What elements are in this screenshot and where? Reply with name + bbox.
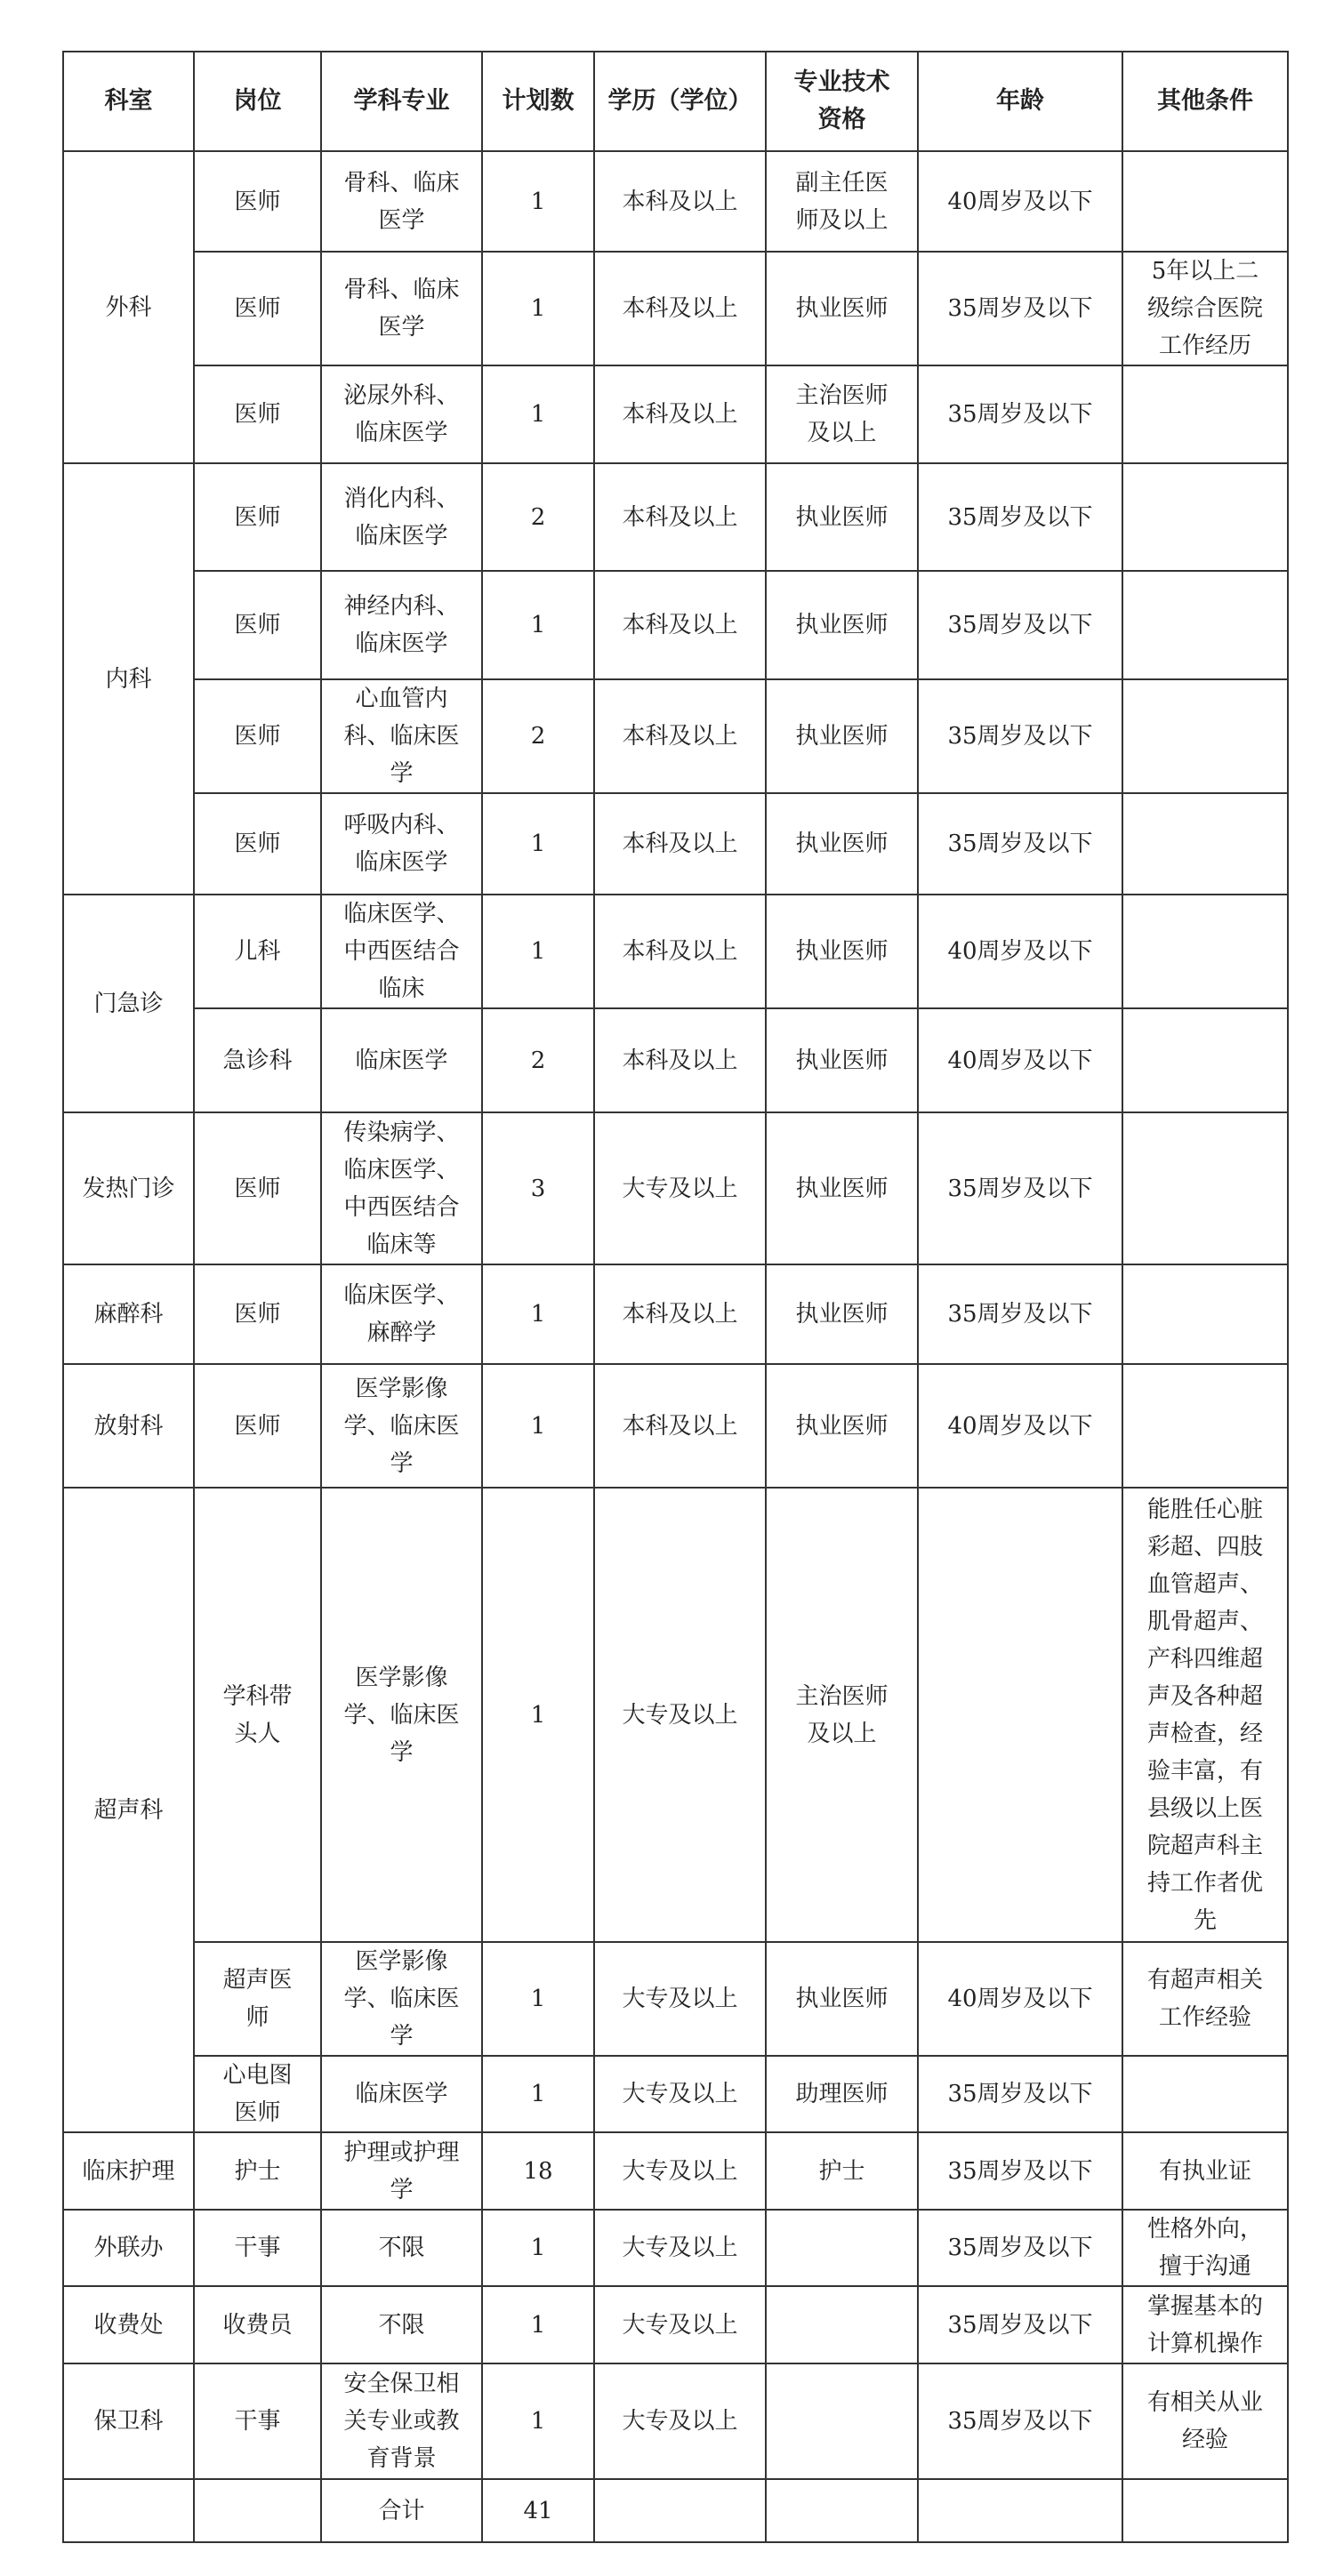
qualification-cell: 执业医师 xyxy=(766,252,918,365)
education-cell: 本科及以上 xyxy=(594,679,766,793)
age-cell: 40周岁及以下 xyxy=(918,1364,1122,1488)
age-cell: 35周岁及以下 xyxy=(918,2210,1122,2286)
count-cell: 1 xyxy=(482,2210,594,2286)
table-row xyxy=(63,1008,1288,1112)
table-row xyxy=(63,895,1288,1008)
post-cell: 急诊科 xyxy=(194,1008,321,1112)
count-cell: 1 xyxy=(482,1942,594,2056)
count-cell: 1 xyxy=(482,252,594,365)
count-cell: 1 xyxy=(482,793,594,895)
table-row xyxy=(63,2210,1288,2286)
education-cell: 本科及以上 xyxy=(594,1364,766,1488)
major-cell: 医学影像 学、临床医 学 xyxy=(321,1364,482,1488)
age-cell: 40周岁及以下 xyxy=(918,895,1122,1008)
dept-cell: 外联办 xyxy=(63,2210,194,2286)
qualification-cell xyxy=(766,2210,918,2286)
table-row xyxy=(63,1488,1288,1942)
count-cell: 1 xyxy=(482,2363,594,2479)
total-label: 合计 xyxy=(321,2479,482,2542)
count-cell: 1 xyxy=(482,1364,594,1488)
dept-cell: 保卫科 xyxy=(63,2363,194,2479)
age-cell: 40周岁及以下 xyxy=(918,151,1122,252)
post-cell: 儿科 xyxy=(194,895,321,1008)
count-cell: 1 xyxy=(482,2056,594,2132)
major-cell: 护理或护理 学 xyxy=(321,2132,482,2210)
education-cell: 本科及以上 xyxy=(594,1008,766,1112)
other-cell: 性格外向， 擅于沟通 xyxy=(1122,2210,1288,2286)
col-header-age: 年龄 xyxy=(918,52,1122,151)
total-empty-qual xyxy=(766,2479,918,2542)
qualification-cell: 护士 xyxy=(766,2132,918,2210)
major-cell: 临床医学 xyxy=(321,1008,482,1112)
age-cell xyxy=(918,1488,1122,1942)
other-cell xyxy=(1122,793,1288,895)
qualification-cell: 执业医师 xyxy=(766,571,918,679)
education-cell: 本科及以上 xyxy=(594,793,766,895)
other-cell xyxy=(1122,151,1288,252)
table-row xyxy=(63,2286,1288,2363)
count-cell: 2 xyxy=(482,463,594,571)
age-cell: 35周岁及以下 xyxy=(918,2363,1122,2479)
post-cell: 心电图 医师 xyxy=(194,2056,321,2132)
dept-cell: 外科 xyxy=(63,151,194,463)
education-cell: 大专及以上 xyxy=(594,2210,766,2286)
education-cell: 大专及以上 xyxy=(594,1112,766,1264)
table-row xyxy=(63,151,1288,252)
age-cell: 35周岁及以下 xyxy=(918,571,1122,679)
count-cell: 1 xyxy=(482,151,594,252)
other-cell xyxy=(1122,1364,1288,1488)
dept-cell: 放射科 xyxy=(63,1364,194,1488)
total-empty-age xyxy=(918,2479,1122,2542)
other-cell xyxy=(1122,1008,1288,1112)
age-cell: 35周岁及以下 xyxy=(918,1112,1122,1264)
post-cell: 医师 xyxy=(194,571,321,679)
table-row xyxy=(63,1364,1288,1488)
count-cell: 2 xyxy=(482,679,594,793)
table-row xyxy=(63,1264,1288,1364)
table-row xyxy=(63,1112,1288,1264)
count-cell: 1 xyxy=(482,1264,594,1364)
other-cell: 5年以上二 级综合医院 工作经历 xyxy=(1122,252,1288,365)
qualification-cell: 助理医师 xyxy=(766,2056,918,2132)
age-cell: 35周岁及以下 xyxy=(918,1264,1122,1364)
dept-cell: 收费处 xyxy=(63,2286,194,2363)
other-cell: 能胜任心脏 彩超、四肢 血管超声、 肌骨超声、 产科四维超 声及各种超 声检查，经 验丰富，有 县级以上医 院超声科主 持工作者优 先 xyxy=(1122,1488,1288,1942)
post-cell: 超声医 师 xyxy=(194,1942,321,2056)
post-cell: 干事 xyxy=(194,2210,321,2286)
post-cell: 干事 xyxy=(194,2363,321,2479)
count-cell: 3 xyxy=(482,1112,594,1264)
major-cell: 不限 xyxy=(321,2210,482,2286)
other-cell xyxy=(1122,571,1288,679)
education-cell: 大专及以上 xyxy=(594,2132,766,2210)
dept-cell: 临床护理 xyxy=(63,2132,194,2210)
table-row xyxy=(63,793,1288,895)
qualification-cell: 执业医师 xyxy=(766,1264,918,1364)
other-cell xyxy=(1122,463,1288,571)
post-cell: 医师 xyxy=(194,1264,321,1364)
count-cell: 1 xyxy=(482,571,594,679)
table-row xyxy=(63,463,1288,571)
count-cell: 1 xyxy=(482,2286,594,2363)
post-cell: 医师 xyxy=(194,365,321,463)
table-row xyxy=(63,2132,1288,2210)
qualification-cell xyxy=(766,2286,918,2363)
qualification-cell: 执业医师 xyxy=(766,679,918,793)
post-cell: 医师 xyxy=(194,793,321,895)
age-cell: 35周岁及以下 xyxy=(918,252,1122,365)
dept-cell: 发热门诊 xyxy=(63,1112,194,1264)
post-cell: 医师 xyxy=(194,679,321,793)
education-cell: 本科及以上 xyxy=(594,151,766,252)
major-cell: 临床医学、 中西医结合 临床 xyxy=(321,895,482,1008)
other-cell xyxy=(1122,2056,1288,2132)
education-cell: 本科及以上 xyxy=(594,365,766,463)
table-row xyxy=(63,365,1288,463)
table-row xyxy=(63,679,1288,793)
qualification-cell: 主治医师 及以上 xyxy=(766,365,918,463)
qualification-cell: 执业医师 xyxy=(766,1364,918,1488)
qualification-cell: 执业医师 xyxy=(766,463,918,571)
post-cell: 护士 xyxy=(194,2132,321,2210)
dept-cell: 内科 xyxy=(63,463,194,895)
qualification-cell: 执业医师 xyxy=(766,793,918,895)
major-cell: 骨科、临床 医学 xyxy=(321,151,482,252)
col-header-post: 岗位 xyxy=(194,52,321,151)
table-row xyxy=(63,571,1288,679)
count-cell: 1 xyxy=(482,365,594,463)
table-row xyxy=(63,1942,1288,2056)
post-cell: 医师 xyxy=(194,1112,321,1264)
qualification-cell: 执业医师 xyxy=(766,895,918,1008)
major-cell: 心血管内 科、临床医 学 xyxy=(321,679,482,793)
other-cell: 有相关从业 经验 xyxy=(1122,2363,1288,2479)
count-cell: 1 xyxy=(482,895,594,1008)
dept-cell: 门急诊 xyxy=(63,895,194,1112)
major-cell: 骨科、临床 医学 xyxy=(321,252,482,365)
other-cell xyxy=(1122,679,1288,793)
major-cell: 临床医学、 麻醉学 xyxy=(321,1264,482,1364)
major-cell: 医学影像 学、临床医 学 xyxy=(321,1942,482,2056)
header-row xyxy=(63,52,1288,151)
qualification-cell: 执业医师 xyxy=(766,1942,918,2056)
education-cell: 大专及以上 xyxy=(594,2286,766,2363)
age-cell: 35周岁及以下 xyxy=(918,463,1122,571)
table-row xyxy=(63,2056,1288,2132)
major-cell: 医学影像 学、临床医 学 xyxy=(321,1488,482,1942)
qualification-cell: 执业医师 xyxy=(766,1112,918,1264)
major-cell: 泌尿外科、 临床医学 xyxy=(321,365,482,463)
major-cell: 消化内科、 临床医学 xyxy=(321,463,482,571)
age-cell: 35周岁及以下 xyxy=(918,2286,1122,2363)
age-cell: 35周岁及以下 xyxy=(918,793,1122,895)
other-cell: 有超声相关 工作经验 xyxy=(1122,1942,1288,2056)
education-cell: 本科及以上 xyxy=(594,895,766,1008)
major-cell: 传染病学、 临床医学、 中西医结合 临床等 xyxy=(321,1112,482,1264)
total-empty-dept xyxy=(63,2479,194,2542)
other-cell xyxy=(1122,365,1288,463)
age-cell: 40周岁及以下 xyxy=(918,1008,1122,1112)
other-cell xyxy=(1122,1112,1288,1264)
post-cell: 医师 xyxy=(194,252,321,365)
age-cell: 35周岁及以下 xyxy=(918,365,1122,463)
other-cell xyxy=(1122,895,1288,1008)
major-cell: 临床医学 xyxy=(321,2056,482,2132)
post-cell: 医师 xyxy=(194,1364,321,1488)
col-header-count: 计划数 xyxy=(482,52,594,151)
col-header-major: 学科专业 xyxy=(321,52,482,151)
education-cell: 本科及以上 xyxy=(594,1264,766,1364)
major-cell: 安全保卫相 关专业或教 育背景 xyxy=(321,2363,482,2479)
qualification-cell xyxy=(766,2363,918,2479)
col-header-dept: 科室 xyxy=(63,52,194,151)
other-cell xyxy=(1122,1264,1288,1364)
dept-cell: 超声科 xyxy=(63,1488,194,2132)
total-row xyxy=(63,2479,1288,2542)
education-cell: 本科及以上 xyxy=(594,252,766,365)
table-body xyxy=(63,151,1288,2542)
education-cell: 大专及以上 xyxy=(594,2056,766,2132)
age-cell: 35周岁及以下 xyxy=(918,679,1122,793)
age-cell: 40周岁及以下 xyxy=(918,1942,1122,2056)
recruitment-table xyxy=(62,51,1289,2543)
total-empty-other xyxy=(1122,2479,1288,2542)
count-cell: 18 xyxy=(482,2132,594,2210)
col-header-education: 学历（学位） xyxy=(594,52,766,151)
age-cell: 35周岁及以下 xyxy=(918,2132,1122,2210)
table-row xyxy=(63,252,1288,365)
qualification-cell: 主治医师 及以上 xyxy=(766,1488,918,1942)
total-empty-edu xyxy=(594,2479,766,2542)
education-cell: 本科及以上 xyxy=(594,571,766,679)
count-cell: 1 xyxy=(482,1488,594,1942)
education-cell: 本科及以上 xyxy=(594,463,766,571)
post-cell: 医师 xyxy=(194,151,321,252)
total-empty-post xyxy=(194,2479,321,2542)
total-count: 41 xyxy=(482,2479,594,2542)
col-header-qualification: 专业技术 资格 xyxy=(766,52,918,151)
dept-cell: 麻醉科 xyxy=(63,1264,194,1364)
education-cell: 大专及以上 xyxy=(594,1942,766,2056)
post-cell: 收费员 xyxy=(194,2286,321,2363)
education-cell: 大专及以上 xyxy=(594,1488,766,1942)
qualification-cell: 执业医师 xyxy=(766,1008,918,1112)
other-cell: 掌握基本的 计算机操作 xyxy=(1122,2286,1288,2363)
major-cell: 呼吸内科、 临床医学 xyxy=(321,793,482,895)
table-row xyxy=(63,2363,1288,2479)
major-cell: 不限 xyxy=(321,2286,482,2363)
post-cell: 医师 xyxy=(194,463,321,571)
other-cell: 有执业证 xyxy=(1122,2132,1288,2210)
post-cell: 学科带 头人 xyxy=(194,1488,321,1942)
count-cell: 2 xyxy=(482,1008,594,1112)
major-cell: 神经内科、 临床医学 xyxy=(321,571,482,679)
qualification-cell: 副主任医 师及以上 xyxy=(766,151,918,252)
col-header-other: 其他条件 xyxy=(1122,52,1288,151)
age-cell: 35周岁及以下 xyxy=(918,2056,1122,2132)
education-cell: 大专及以上 xyxy=(594,2363,766,2479)
